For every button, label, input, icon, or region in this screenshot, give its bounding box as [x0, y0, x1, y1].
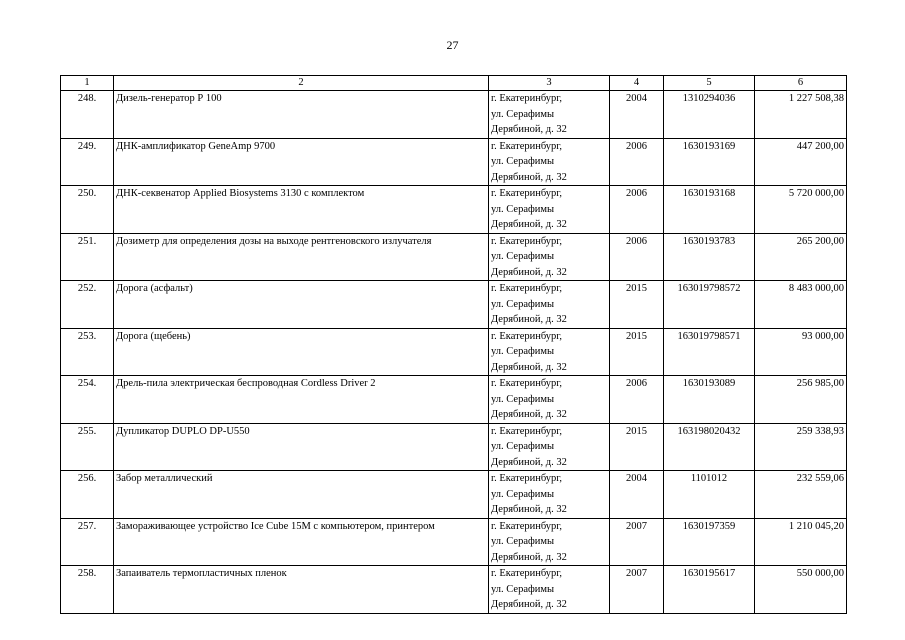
location-line: г. Екатеринбург,: [491, 140, 563, 152]
item-name-cell: ДНК-амплификатор GeneAmp 9700: [114, 138, 489, 186]
location-line: ул. Серафимы: [491, 583, 555, 595]
row-number-cell: 250.: [61, 186, 114, 234]
location-line: г. Екатеринбург,: [491, 330, 563, 342]
location-line: г. Екатеринбург,: [491, 473, 563, 484]
location-line: Дерябиной, д. 32: [491, 219, 567, 230]
row-number-cell: 251.: [61, 233, 114, 281]
year-cell: 2006: [610, 376, 664, 424]
location-cell: [489, 328, 610, 376]
location-line: г. Екатеринбург,: [491, 235, 563, 247]
year-cell: 2007: [610, 566, 664, 614]
property-table: [60, 75, 847, 614]
year-cell: 2006: [610, 186, 664, 234]
inventory-number-cell: 163198020432: [664, 423, 755, 471]
table-row: [61, 518, 847, 566]
location-cell: [489, 186, 610, 234]
table-row: [61, 91, 847, 139]
inventory-number-cell: 1310294036: [664, 91, 755, 139]
column-header-3: 3: [489, 76, 610, 91]
location-cell: [489, 423, 610, 471]
column-header-2: 2: [114, 76, 489, 91]
inventory-number-cell: 1630193168: [664, 186, 755, 234]
table-row: [61, 233, 847, 281]
year-cell: 2006: [610, 138, 664, 186]
location-cell: [489, 471, 610, 519]
row-number-cell: 254.: [61, 376, 114, 424]
location-line: г. Екатеринбург,: [491, 520, 563, 532]
table-row: [61, 471, 847, 519]
location-line: Дерябиной, д. 32: [491, 409, 567, 420]
location-line: г. Екатеринбург,: [491, 425, 563, 437]
item-name-cell: Дрель-пила электрическая беспроводная Cordless Driver 2: [114, 376, 489, 424]
column-header-6: 6: [755, 76, 847, 91]
location-line: ул. Серафимы: [491, 108, 555, 120]
column-header-4: 4: [610, 76, 664, 91]
item-name-cell: Дупликатор DUPLO DP-U550: [114, 423, 489, 471]
location-line: Дерябиной, д. 32: [491, 361, 567, 373]
location-line: Дерябиной, д. 32: [491, 124, 567, 135]
location-line: ул. Серафимы: [491, 156, 555, 167]
item-name-cell: Замораживающее устройство Ice Cube 15M с компьютером, принтером: [114, 518, 489, 566]
location-line: ул. Серафимы: [491, 488, 555, 500]
location-cell: [489, 233, 610, 281]
table-row: [61, 423, 847, 471]
cost-cell: 256 985,00: [755, 376, 847, 424]
table-row: [61, 328, 847, 376]
inventory-number-cell: 1630193169: [664, 138, 755, 186]
cost-cell: 8 483 000,00: [755, 281, 847, 329]
year-cell: 2004: [610, 91, 664, 139]
row-number-cell: 257.: [61, 518, 114, 566]
location-line: ул. Серафимы: [491, 441, 555, 452]
location-line: Дерябиной, д. 32: [491, 456, 567, 468]
location-line: г. Екатеринбург,: [491, 283, 563, 294]
table-row: [61, 186, 847, 234]
table-row: [61, 566, 847, 614]
row-number-cell: 258.: [61, 566, 114, 614]
location-cell: [489, 376, 610, 424]
item-name-cell: Дозиметр для определения дозы на выходе рентгеновского излучателя: [114, 233, 489, 281]
location-line: ул. Серафимы: [491, 393, 555, 405]
location-line: Дерябиной, д. 32: [491, 314, 567, 325]
year-cell: 2015: [610, 423, 664, 471]
location-line: Дерябиной, д. 32: [491, 504, 567, 515]
inventory-number-cell: 1630193089: [664, 376, 755, 424]
location-line: г. Екатеринбург,: [491, 378, 563, 389]
table-row: [61, 138, 847, 186]
location-line: г. Екатеринбург,: [491, 568, 563, 579]
location-line: Дерябиной, д. 32: [491, 599, 567, 610]
item-name-cell: Дорога (асфальт): [114, 281, 489, 329]
inventory-number-cell: 163019798571: [664, 328, 755, 376]
item-name-cell: Забор металлический: [114, 471, 489, 519]
year-cell: 2006: [610, 233, 664, 281]
location-line: ул. Серафимы: [491, 298, 555, 310]
row-number-cell: 248.: [61, 91, 114, 139]
table-row: [61, 281, 847, 329]
cost-cell: 93 000,00: [755, 328, 847, 376]
table-row: [61, 376, 847, 424]
row-number-cell: 252.: [61, 281, 114, 329]
location-line: ул. Серафимы: [491, 203, 555, 215]
row-number-cell: 256.: [61, 471, 114, 519]
location-line: г. Екатеринбург,: [491, 188, 563, 199]
inventory-number-cell: 1630193783: [664, 233, 755, 281]
location-cell: [489, 138, 610, 186]
location-cell: [489, 281, 610, 329]
year-cell: 2015: [610, 281, 664, 329]
page-number: 27: [446, 38, 459, 52]
cost-cell: 232 559,06: [755, 471, 847, 519]
cost-cell: 447 200,00: [755, 138, 847, 186]
location-line: Дерябиной, д. 32: [491, 266, 567, 278]
location-cell: [489, 566, 610, 614]
column-header-1: 1: [61, 76, 114, 91]
location-line: ул. Серафимы: [491, 346, 555, 357]
item-name-cell: Дизель-генератор Р 100: [114, 91, 489, 139]
cost-cell: 5 720 000,00: [755, 186, 847, 234]
item-name-cell: Дорога (щебень): [114, 328, 489, 376]
location-cell: [489, 91, 610, 139]
table-body: [61, 91, 847, 614]
column-number-row: [61, 76, 847, 91]
inventory-number-cell: 1630197359: [664, 518, 755, 566]
inventory-number-cell: 163019798572: [664, 281, 755, 329]
row-number-cell: 249.: [61, 138, 114, 186]
year-cell: 2004: [610, 471, 664, 519]
location-line: Дерябиной, д. 32: [491, 171, 567, 183]
location-line: ул. Серафимы: [491, 536, 555, 547]
item-name-cell: ДНК-секвенатор Applied Biosystems 3130 с комплектом: [114, 186, 489, 234]
inventory-number-cell: 1101012: [664, 471, 755, 519]
inventory-number-cell: 1630195617: [664, 566, 755, 614]
location-line: г. Екатеринбург,: [491, 93, 563, 104]
row-number-cell: 255.: [61, 423, 114, 471]
location-line: ул. Серафимы: [491, 251, 555, 262]
item-name-cell: Запаиватель термопластичных пленок: [114, 566, 489, 614]
year-cell: 2007: [610, 518, 664, 566]
location-cell: [489, 518, 610, 566]
cost-cell: 1 227 508,38: [755, 91, 847, 139]
row-number-cell: 253.: [61, 328, 114, 376]
year-cell: 2015: [610, 328, 664, 376]
column-header-5: 5: [664, 76, 755, 91]
cost-cell: 550 000,00: [755, 566, 847, 614]
cost-cell: 265 200,00: [755, 233, 847, 281]
location-line: Дерябиной, д. 32: [491, 551, 567, 563]
cost-cell: 259 338,93: [755, 423, 847, 471]
cost-cell: 1 210 045,20: [755, 518, 847, 566]
